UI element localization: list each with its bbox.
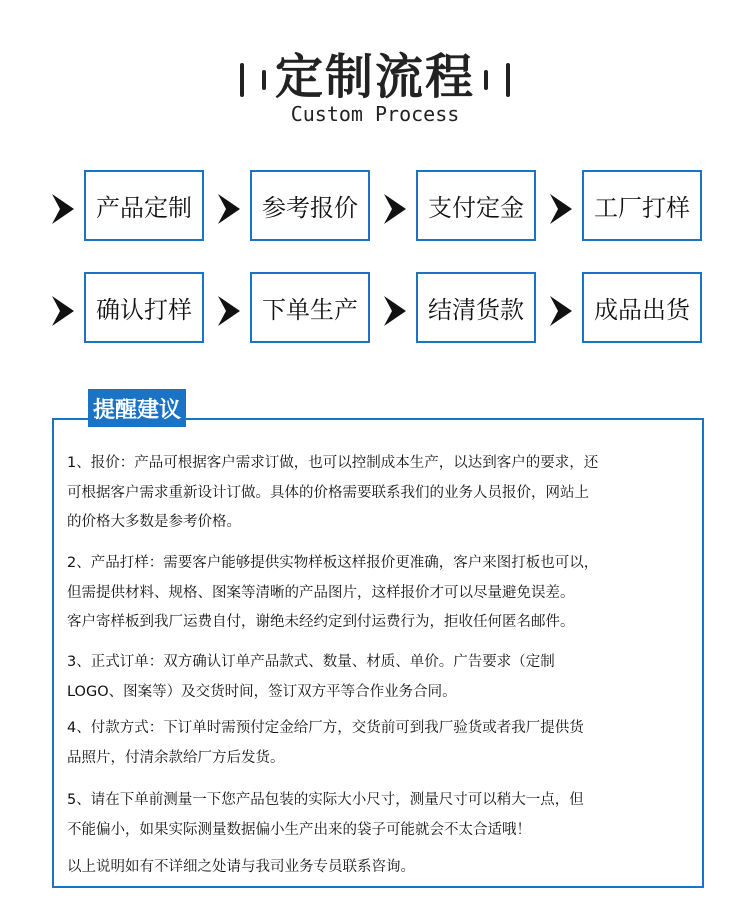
process-step: 支付定金 <box>416 170 536 241</box>
notice-paragraph <box>67 786 584 845</box>
process-step: 下单生产 <box>250 272 370 343</box>
notice-line: 不能偏小，如果实际测量数据偏小生产出来的袋子可能就会不太合适哦！ <box>67 821 531 838</box>
notice-line: 的价格大多数是参考价格。 <box>67 514 241 530</box>
decor-bar <box>240 63 244 97</box>
notice-line: 品照片，付清余款给厂方后发货。 <box>67 749 285 766</box>
process-step: 参考报价 <box>250 170 370 241</box>
title-text: 定制流程 <box>274 49 475 105</box>
notice-line: 4、付款方式：下订单时需预付定金给厂方，交货前可到我厂验货或者我厂提供货 <box>67 720 584 736</box>
notice-paragraph <box>67 853 415 883</box>
notice-line: LOGO、图案等）及交货时间，签订双方平等合作业务合同。 <box>67 683 457 700</box>
notice-line: 客户寄样板到我厂运费自付，谢绝未经约定到付运费行为，拒收任何匿名邮件。 <box>67 614 575 630</box>
decor-bar <box>484 70 488 90</box>
process-step: 产品定制 <box>84 170 204 241</box>
decor-bar <box>262 70 266 90</box>
notice-paragraph <box>67 449 598 538</box>
notice-tab: 提醒建议 <box>88 389 186 427</box>
notice-line: 以上说明如有不详细之处请与我司业务专员联系咨询。 <box>67 859 415 875</box>
process-step: 确认打样 <box>84 272 204 343</box>
process-step: 成品出货 <box>582 272 702 343</box>
page-title <box>0 38 750 107</box>
notice-paragraph <box>67 714 584 773</box>
process-step: 结清货款 <box>416 272 536 343</box>
notice-line: 5、请在下单前测量一下您产品包装的实际大小尺寸，测量尺寸可以稍大一点，但 <box>67 792 584 808</box>
notice-line: 2、产品打样：需要客户能够提供实物样板这样报价更准确，客户来图打板也可以， <box>67 555 599 571</box>
notice-line: 3、正式订单：双方确认订单产品款式、数量、材质、单价。广告要求（定制 <box>67 654 555 670</box>
notice-paragraph <box>67 549 598 638</box>
notice-line: 1、报价：产品可根据客户需求订做，也可以控制成本生产，以达到客户的要求，还 <box>67 455 599 471</box>
notice-line: 可根据客户需求重新设计订做。具体的价格需要联系我们的业务人员报价，网站上 <box>67 484 589 501</box>
notice-line: 但需提供材料、规格、图案等清晰的产品图片，这样报价才可以尽量避免误差。 <box>67 584 575 601</box>
notice-paragraph <box>67 648 555 707</box>
page-subtitle: Custom Process <box>290 102 460 126</box>
process-step: 工厂打样 <box>582 170 702 241</box>
decor-bar <box>506 63 510 97</box>
